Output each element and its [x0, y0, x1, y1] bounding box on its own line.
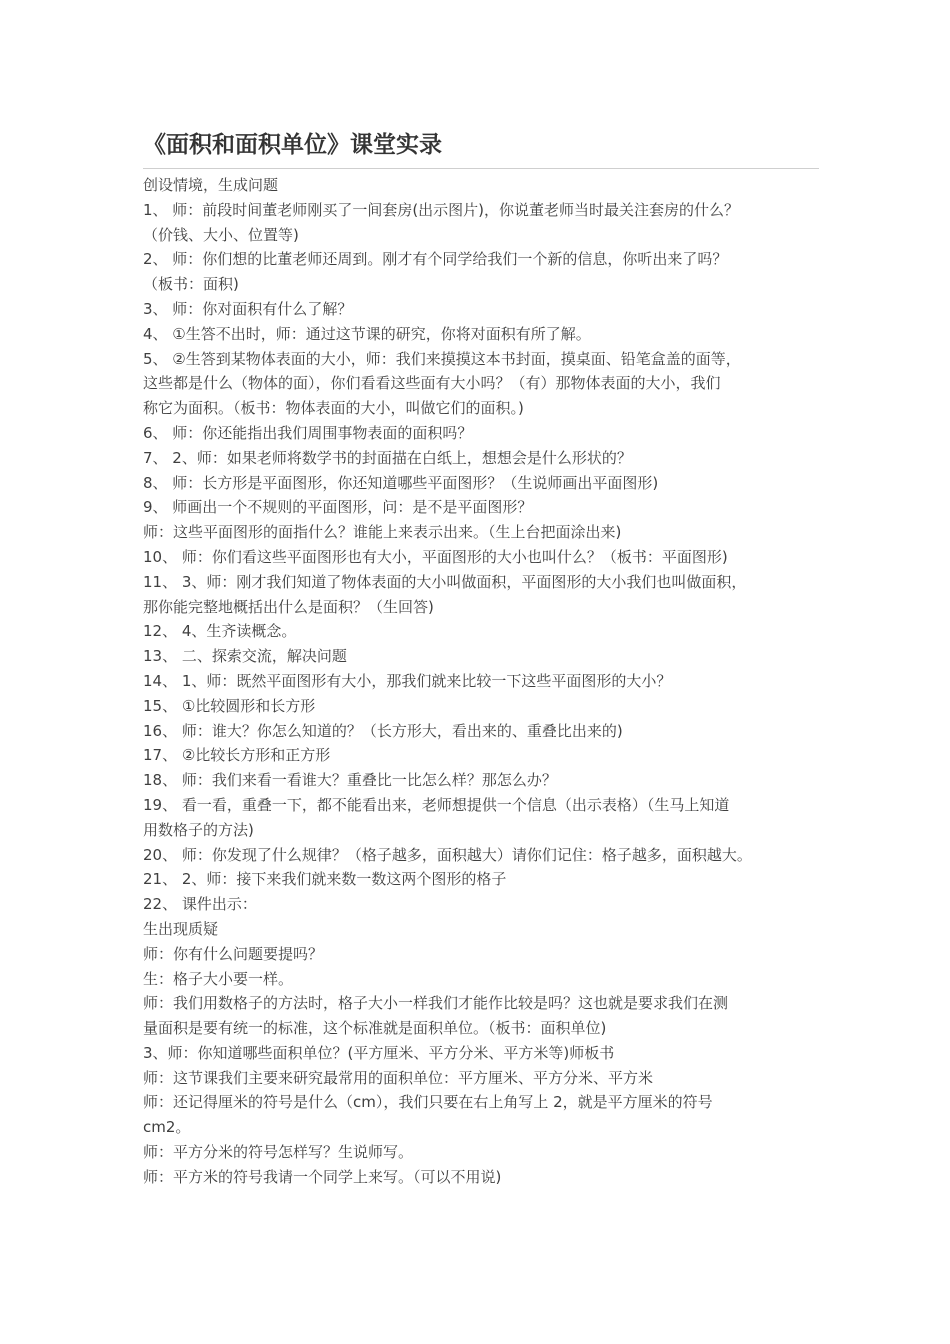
text-line: 那你能完整地概括出什么是面积？（生回答) — [143, 597, 434, 616]
text-line: 16、 师：谁大？你怎么知道的？（长方形大，看出来的、重叠比出来的) — [143, 721, 623, 740]
text-line: 2、 师：你们想的比董老师还周到。刚才有个同学给我们一个新的信息，你听出来了吗？ — [143, 250, 728, 269]
text-line: 量面积是要有统一的标准，这个标准就是面积单位。（板书：面积单位) — [143, 1019, 607, 1038]
text-line: 14、 1、师：既然平面图形有大小，那我们就来比较一下这些平面图形的大小？ — [143, 671, 672, 690]
paragraph — [143, 297, 819, 322]
paragraph — [143, 1090, 819, 1140]
text-line: 10、 师：你们看这些平面图形也有大小，平面图形的大小也叫什么？（板书：平面图形) — [143, 547, 728, 566]
paragraph — [143, 694, 819, 719]
text-line: 师：还记得厘米的符号是什么（cm），我们只要在右上角写上 2，就是平方厘米的符号 — [143, 1093, 713, 1112]
text-line: 18、 师：我们来看一看谁大？重叠比一比怎么样？那怎么办？ — [143, 771, 557, 790]
paragraph — [143, 867, 819, 892]
paragraph — [143, 570, 819, 620]
paragraph — [143, 421, 819, 446]
text-line: 5、 ②生答到某物体表面的大小，师：我们来摸摸这本书封面，摸桌面、铅笔盒盖的面等， — [143, 349, 741, 368]
paragraph — [143, 669, 819, 694]
text-line: 师：这些平面图形的面指什么？谁能上来表示出来。（生上台把面涂出来) — [143, 523, 622, 542]
paragraph — [143, 173, 819, 198]
paragraph — [143, 719, 819, 744]
text-line: 8、 师：长方形是平面图形，你还知道哪些平面图形？（生说师画出平面图形) — [143, 473, 659, 492]
text-line: 师：你有什么问题要提吗？ — [143, 944, 324, 963]
text-line: 3、师：你知道哪些面积单位？(平方厘米、平方分米、平方米等)师板书 — [143, 1043, 615, 1062]
text-line: 师：我们用数格子的方法时，格子大小一样我们才能作比较是吗？这也就是要求我们在测 — [143, 994, 729, 1013]
text-line: 师：这节课我们主要来研究最常用的面积单位：平方厘米、平方分米、平方米 — [143, 1068, 654, 1087]
text-line: 3、 师：你对面积有什么了解？ — [143, 299, 353, 318]
paragraph — [143, 495, 819, 520]
paragraph — [143, 1041, 819, 1066]
paragraph — [143, 446, 819, 471]
text-line: 生：格子大小要一样。 — [143, 969, 294, 988]
paragraph — [143, 644, 819, 669]
paragraph — [143, 1140, 819, 1165]
paragraph — [143, 322, 819, 347]
text-line: 用数格子的方法) — [143, 820, 254, 839]
text-line: 13、 二、探索交流，解决问题 — [143, 647, 347, 666]
text-line: 11、 3、师：刚才我们知道了物体表面的大小叫做面积，平面图形的大小我们也叫做面积， — [143, 572, 747, 591]
paragraph — [143, 619, 819, 644]
paragraph — [143, 743, 819, 768]
text-line: 21、 2、师：接下来我们就来数一数这两个图形的格子 — [143, 870, 507, 889]
paragraph — [143, 843, 819, 868]
paragraph — [143, 247, 819, 297]
text-line: 15、 ①比较圆形和长方形 — [143, 696, 316, 715]
text-line: 12、 4、生齐读概念。 — [143, 622, 297, 641]
document-body — [143, 173, 819, 1190]
text-line: 创设情境，生成问题 — [143, 176, 279, 194]
paragraph — [143, 768, 819, 793]
text-line: 生出现质疑 — [143, 919, 219, 938]
text-line: 师：平方分米的符号怎样写？生说师写。 — [143, 1143, 414, 1162]
paragraph — [143, 198, 819, 248]
text-line: （价钱、大小、位置等) — [143, 225, 299, 244]
paragraph — [143, 892, 819, 917]
text-line: cm2。 — [143, 1118, 191, 1137]
paragraph — [143, 917, 819, 942]
page-title: 《面积和面积单位》课堂实录 — [143, 132, 442, 158]
text-line: 称它为面积。（板书：物体表面的大小，叫做它们的面积。) — [143, 399, 524, 418]
text-line: 这些都是什么（物体的面），你们看看这些面有大小吗？（有）那物体表面的大小，我们 — [143, 374, 721, 393]
document-page — [143, 128, 819, 1190]
text-line: 19、 看一看，重叠一下，都不能看出来，老师想提供一个信息（出示表格）（生马上知道 — [143, 795, 730, 814]
text-line: 师：平方米的符号我请一个同学上来写。（可以不用说) — [143, 1167, 502, 1186]
text-line: 7、 2、师：如果老师将数学书的封面描在白纸上，想想会是什么形状的？ — [143, 448, 632, 467]
paragraph — [143, 942, 819, 967]
text-line: 4、 ①生答不出时，师：通过这节课的研究，你将对面积有所了解。 — [143, 324, 591, 343]
paragraph — [143, 793, 819, 843]
paragraph — [143, 967, 819, 992]
text-line: 9、 师画出一个不规则的平面图形，问：是不是平面图形？ — [143, 498, 533, 517]
text-line: 1、 师：前段时间董老师刚买了一间套房(出示图片)，你说董老师当时最关注套房的什么？ — [143, 200, 740, 219]
paragraph — [143, 1165, 819, 1190]
paragraph — [143, 520, 819, 545]
paragraph — [143, 991, 819, 1041]
text-line: 20、 师：你发现了什么规律？（格子越多，面积越大）请你们记住：格子越多，面积越大。 — [143, 845, 752, 864]
text-line: 6、 师：你还能指出我们周围事物表面的面积吗？ — [143, 423, 473, 442]
paragraph — [143, 347, 819, 421]
paragraph — [143, 1066, 819, 1091]
paragraph — [143, 545, 819, 570]
text-line: （板书：面积) — [143, 275, 239, 294]
text-line: 22、 课件出示： — [143, 895, 257, 914]
title-divider — [143, 168, 819, 169]
text-line: 17、 ②比较长方形和正方形 — [143, 746, 331, 765]
paragraph — [143, 471, 819, 496]
